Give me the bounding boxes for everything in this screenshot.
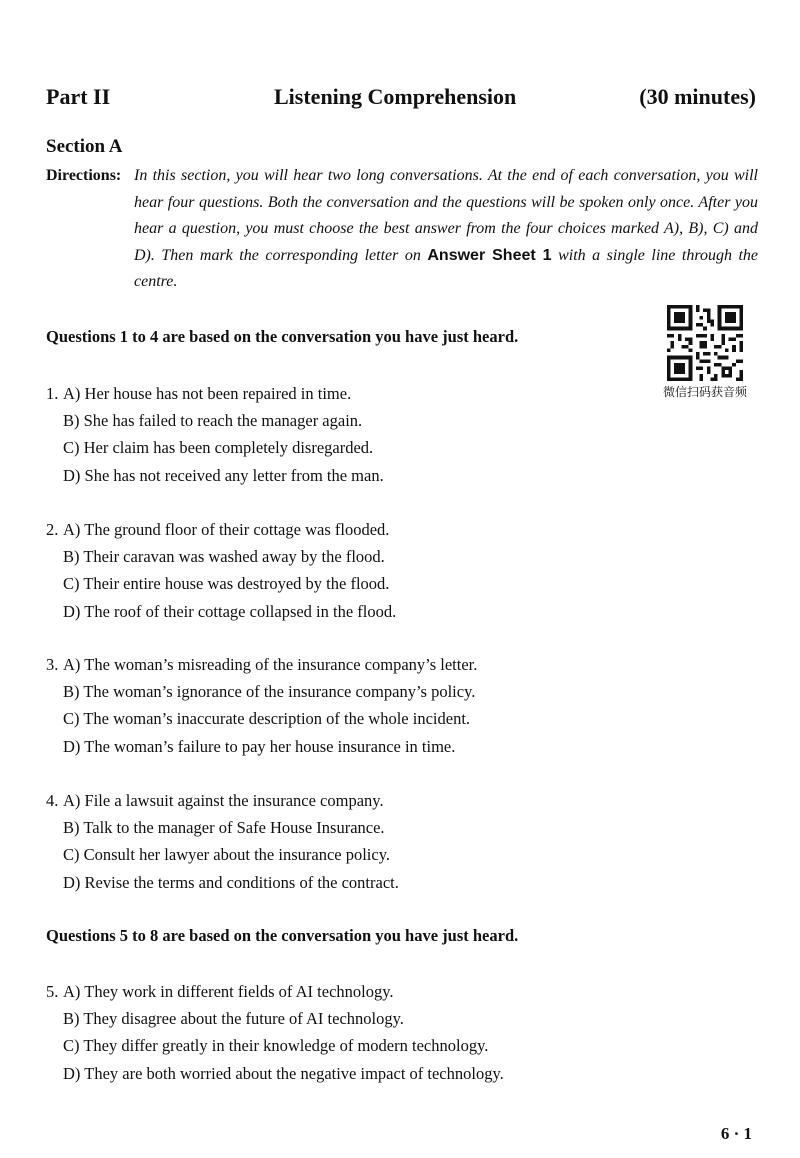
question-option[interactable] (46, 787, 399, 814)
question-number: 3. (46, 655, 59, 674)
part-title: Listening Comprehension (274, 84, 517, 109)
option-text: C) Their entire house was destroyed by the flood. (63, 574, 390, 594)
question-option[interactable] (46, 516, 396, 543)
option-text: B) She has failed to reach the manager again. (63, 411, 363, 431)
question-option[interactable] (46, 705, 477, 732)
directions-label: Directions: (46, 167, 122, 184)
question-option[interactable] (46, 651, 477, 678)
question-5 (46, 978, 504, 1087)
option-text: D) The roof of their cottage collapsed in the flood. (63, 601, 397, 621)
question-group-heading: Questions 5 to 8 are based on the conversation you have just heard. (46, 926, 519, 945)
question-option[interactable] (46, 598, 396, 625)
qr-code-icon (667, 305, 743, 381)
part-header (46, 84, 756, 116)
question-option[interactable] (46, 841, 399, 868)
qr-block (660, 305, 750, 400)
option-text: C) Consult her lawyer about the insurance policy. (63, 845, 391, 865)
option-text: A) The ground floor of their cottage was flooded. (63, 520, 390, 539)
option-text: C) Her claim has been completely disregarded. (63, 438, 374, 458)
question-2 (46, 516, 396, 625)
time-limit: (30 minutes) (639, 84, 756, 109)
option-text: A) The woman’s misreading of the insurance company’s letter. (63, 655, 478, 674)
question-number: 5. (46, 982, 59, 1001)
question-option[interactable] (46, 380, 384, 407)
qr-caption: 微信扫码获音频 (662, 385, 747, 399)
question-option[interactable] (46, 733, 477, 760)
question-option[interactable] (46, 869, 399, 896)
directions-text-after: with a single line through the centre. (134, 246, 759, 290)
question-4 (46, 787, 399, 896)
option-text: D) Revise the terms and conditions of the contract. (63, 872, 399, 892)
directions-text-before: In this section, you will hear two long conversations. At the end of each conversation, you will hear four questions. Both the conversation and the questions will be spoken only once. After you hear a question, you must choose the best answer from the four choices marked A), B), C) and D). Then mark the corresponding letter on (134, 167, 758, 264)
option-text: A) They work in different fields of AI technology. (63, 982, 394, 1001)
page-number: 6 · 1 (720, 1124, 752, 1143)
directions-block (46, 163, 758, 296)
option-text: D) She has not received any letter from the man. (63, 465, 384, 485)
option-text: B) They disagree about the future of AI technology. (63, 1009, 404, 1029)
question-option[interactable] (46, 407, 384, 434)
question-1 (46, 380, 384, 489)
directions-text (134, 163, 758, 296)
option-text: B) Talk to the manager of Safe House Insurance. (63, 818, 385, 838)
question-option[interactable] (46, 678, 477, 705)
option-text: A) File a lawsuit against the insurance company. (63, 791, 384, 810)
question-option[interactable] (46, 1032, 504, 1059)
question-option[interactable] (46, 570, 396, 597)
option-text: A) Her house has not been repaired in time. (63, 384, 352, 403)
option-text: B) Their caravan was washed away by the flood. (63, 547, 385, 567)
question-3 (46, 651, 477, 760)
section-heading: Section A (46, 136, 123, 157)
option-text: C) They differ greatly in their knowledge of modern technology. (63, 1036, 489, 1056)
question-group-heading: Questions 1 to 4 are based on the conversation you have just heard. (46, 327, 519, 346)
question-option[interactable] (46, 814, 399, 841)
option-text: D) They are both worried about the negative impact of technology. (63, 1063, 504, 1083)
question-option[interactable] (46, 1060, 504, 1087)
question-number: 4. (46, 791, 59, 810)
question-option[interactable] (46, 1005, 504, 1032)
question-option[interactable] (46, 462, 384, 489)
question-number: 2. (46, 520, 59, 539)
answer-sheet-ref: Answer Sheet 1 (427, 246, 552, 264)
option-text: B) The woman’s ignorance of the insurance company’s policy. (63, 682, 476, 702)
part-label: Part II (46, 84, 111, 109)
question-number: 1. (46, 384, 59, 403)
option-text: D) The woman’s failure to pay her house insurance in time. (63, 736, 456, 756)
question-option[interactable] (46, 978, 504, 1005)
question-option[interactable] (46, 543, 396, 570)
question-option[interactable] (46, 434, 384, 461)
option-text: C) The woman’s inaccurate description of the whole incident. (63, 709, 471, 729)
